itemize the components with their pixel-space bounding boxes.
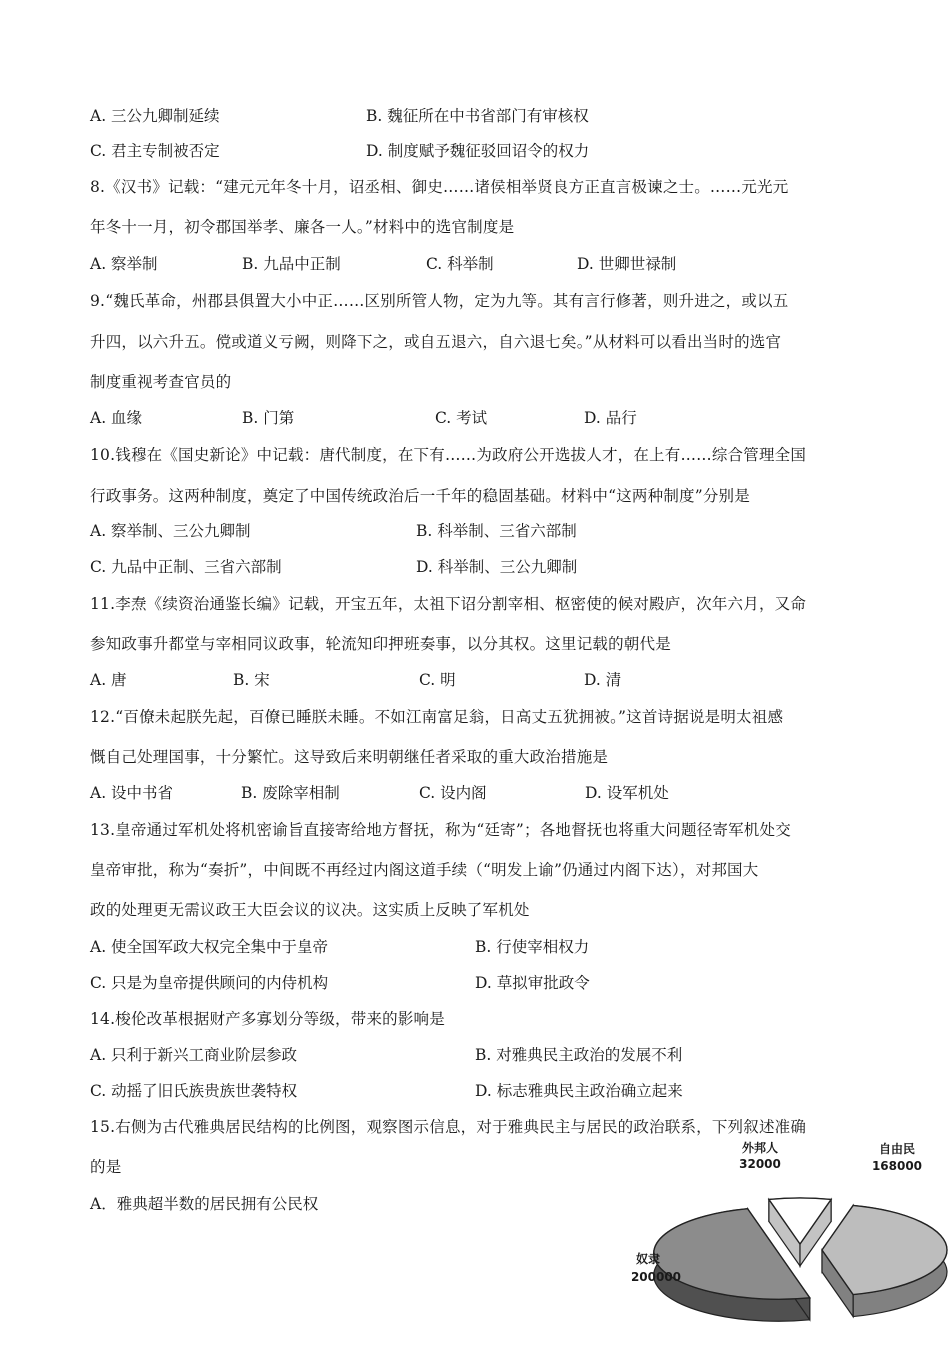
pie-label-0-value: 32000 xyxy=(739,1157,781,1171)
q13-option-d: D. 草拟审批政令 xyxy=(475,974,590,992)
q8-option-b: B. 九品中正制 xyxy=(242,255,341,273)
q13-stem-line3: 政的处理更无需议政王大臣会议的议决。这实质上反映了军机处 xyxy=(90,901,530,919)
q11-option-b: B. 宋 xyxy=(233,671,270,689)
q9-option-d: D. 品行 xyxy=(584,409,637,427)
q12-option-c: C. 设内阁 xyxy=(419,784,487,802)
q15-stem-line1: 15.右侧为古代雅典居民结构的比例图，观察图示信息，对于雅典民主与居民的政治联系，下列叙述准确 xyxy=(90,1118,807,1136)
pie-label-0-name: 外邦人 xyxy=(741,1141,779,1155)
q12-option-d: D. 设军机处 xyxy=(585,784,669,802)
q13-option-a: A. 使全国军政大权完全集中于皇帝 xyxy=(90,938,329,956)
q11-stem-line2: 参知政事升都堂与宰相同议政事，轮流知印押班奏事，以分其权。这里记载的朝代是 xyxy=(90,635,671,653)
q12-option-b: B. 废除宰相制 xyxy=(241,784,340,802)
pie-label-2-value: 200000 xyxy=(630,1270,682,1284)
q12-stem-line1: 12.“百僚未起朕先起，百僚已睡朕未睡。不如江南富足翁，日高丈五犹拥被。”这首诗据说是明太祖感 xyxy=(90,708,784,726)
q10-stem-line1: 10.钱穆在《国史新论》中记载：唐代制度，在下有……为政府公开选拔人才，在上有……综合管理全国 xyxy=(90,446,807,464)
q11-option-c: C. 明 xyxy=(419,671,456,689)
q8-option-c: C. 科举制 xyxy=(426,255,494,273)
q13-stem-line2: 皇帝审批，称为“奏折”，中间既不再经过内阁这道手续（“明发上谕”仍通过内阁下达），对邦国大 xyxy=(90,861,759,879)
q14-option-b: B. 对雅典民主政治的发展不利 xyxy=(475,1046,683,1064)
pie-slices xyxy=(654,1198,947,1321)
q14-stem-line1: 14.梭伦改革根据财产多寡划分等级，带来的影响是 xyxy=(90,1010,445,1028)
q15-option-a: A．雅典超半数的居民拥有公民权 xyxy=(90,1195,319,1213)
q10-option-a: A. 察举制、三公九卿制 xyxy=(90,522,251,540)
q12-option-a: A. 设中书省 xyxy=(90,784,174,802)
q9-stem-line2: 升四，以六升五。傥或道义亏阙，则降下之，或自五退六，自六退七矣。”从材料可以看出当时的选官 xyxy=(90,333,782,351)
q10-stem-line2: 行政事务。这两种制度，奠定了中国传统政治后一千年的稳固基础。材料中“这两种制度”分别是 xyxy=(90,487,750,505)
q9-option-c: C. 考试 xyxy=(435,409,488,427)
q15-stem-line2: 的是 xyxy=(90,1158,122,1176)
q7-option-b: B. 魏征所在中书省部门有审核权 xyxy=(366,107,589,125)
q8-option-d: D. 世卿世禄制 xyxy=(577,255,677,273)
q13-stem-line1: 13.皇帝通过军机处将机密谕旨直接寄给地方督抚，称为“廷寄”；各地督抚也将重大问题径寄军机处交 xyxy=(90,821,791,839)
q9-option-a: A. 血缘 xyxy=(90,409,143,427)
q8-option-a: A. 察举制 xyxy=(90,255,158,273)
pie-label-1-name: 自由民 xyxy=(878,1142,916,1156)
pie-label-1-value: 168000 xyxy=(871,1159,923,1173)
q9-option-b: B. 门第 xyxy=(242,409,295,427)
q13-option-c: C. 只是为皇帝提供顾问的内侍机构 xyxy=(90,974,329,992)
q7-option-d: D. 制度赋予魏征驳回诏令的权力 xyxy=(366,142,590,160)
q11-stem-line1: 11.李焘《续资治通鉴长编》记载，开宝五年，太祖下诏分割宰相、枢密使的候对殿庐，次年六月，又命 xyxy=(90,595,807,613)
q11-option-d: D. 清 xyxy=(584,671,622,689)
q14-option-c: C. 动摇了旧氏族贵族世袭特权 xyxy=(90,1082,298,1100)
q7-option-a: A. 三公九卿制延续 xyxy=(90,107,220,125)
q14-option-a: A. 只利于新兴工商业阶层参政 xyxy=(90,1046,298,1064)
q7-option-c: C. 君主专制被否定 xyxy=(90,142,220,160)
q12-stem-line2: 慨自己处理国事，十分繁忙。这导致后来明朝继任者采取的重大政治措施是 xyxy=(90,748,609,766)
athens-population-pie-chart xyxy=(620,1135,950,1344)
q9-stem-line1: 9.“魏氏革命，州郡县俱置大小中正……区别所管人物，定为九等。其有言行修著，则升进之，或以五 xyxy=(90,292,789,310)
q13-option-b: B. 行使宰相权力 xyxy=(475,938,590,956)
q11-option-a: A. 唐 xyxy=(90,671,127,689)
q10-option-d: D. 科举制、三公九卿制 xyxy=(416,558,578,576)
q10-option-c: C. 九品中正制、三省六部制 xyxy=(90,558,282,576)
q8-stem-line1: 8.《汉书》记载：“建元元年冬十月，诏丞相、御史……诸侯相举贤良方正直言极谏之士。……元光元 xyxy=(90,178,789,196)
q14-option-d: D. 标志雅典民主政治确立起来 xyxy=(475,1082,683,1100)
pie-chart-svg xyxy=(620,1135,950,1344)
q8-stem-line2: 年冬十一月，初令郡国举孝、廉各一人。”材料中的选官制度是 xyxy=(90,218,515,236)
pie-label-2-name: 奴隶 xyxy=(635,1252,661,1266)
q9-stem-line3: 制度重视考查官员的 xyxy=(90,373,232,391)
q10-option-b: B. 科举制、三省六部制 xyxy=(416,522,577,540)
